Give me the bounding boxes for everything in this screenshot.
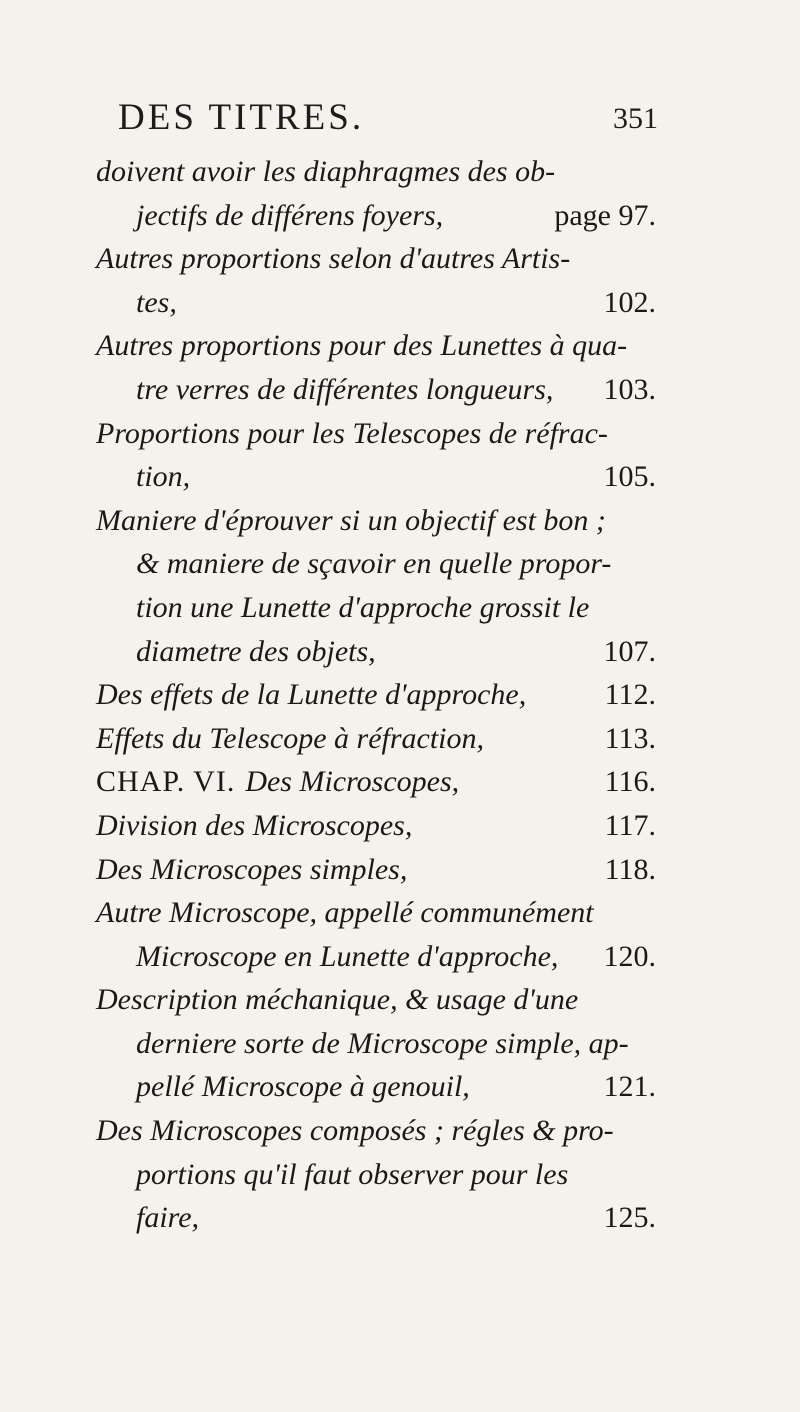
toc-line: [96, 150, 656, 194]
entry-text: derniere sorte de Microscope simple, ap-: [136, 1026, 629, 1060]
entry-text: Maniere d'éprouver si un objectif est bon ;: [96, 503, 606, 537]
entry-page: 102.: [603, 285, 656, 319]
entry-text: tes,: [136, 285, 177, 319]
entry-page: 121.: [603, 1070, 656, 1104]
page-number: 351: [613, 102, 658, 135]
entry-page: 105.: [603, 460, 656, 494]
toc-line: [96, 804, 656, 848]
toc-line: [96, 586, 656, 630]
entry-text: Description méchanique, & usage d'une: [96, 983, 579, 1017]
entry-page: 112.: [604, 678, 656, 712]
chapter-label: CHAP. VI.: [96, 765, 236, 799]
entry-page: page 97.: [554, 198, 656, 232]
toc-line: [96, 368, 656, 412]
toc-line: [96, 978, 656, 1022]
entry-text: Autres proportions selon d'autres Artis-: [96, 242, 571, 276]
entry-page: 120.: [603, 939, 656, 973]
entry-text: Des Microscopes simples,: [96, 852, 408, 886]
toc-line: [96, 542, 656, 586]
toc-line: [96, 630, 656, 674]
toc-line: [96, 1022, 656, 1066]
toc-line: [96, 1153, 656, 1197]
entry-text: Des Microscopes,: [245, 765, 460, 799]
entry-page: 117.: [604, 808, 656, 842]
entry-text: faire,: [136, 1201, 200, 1235]
toc-line: [96, 848, 656, 892]
entry-text: & maniere de sçavoir en quelle propor-: [136, 547, 612, 581]
entry-page: 103.: [603, 372, 656, 406]
page-header: [118, 96, 658, 146]
entry-text: Des Microscopes composés ; régles & pro-: [96, 1114, 614, 1148]
table-of-contents: [96, 150, 656, 1240]
toc-line: [96, 237, 656, 281]
entry-page: 116.: [604, 765, 656, 799]
entry-text: portions qu'il faut observer pour les: [136, 1157, 569, 1191]
entry-text: tion,: [136, 460, 191, 494]
entry-text: Microscope en Lunette d'approche,: [136, 939, 559, 973]
toc-line-chapter: [96, 760, 656, 804]
toc-line: [96, 412, 656, 456]
chapter-entry: [96, 760, 459, 804]
entry-text: pellé Microscope à genouil,: [136, 1070, 470, 1104]
entry-text: Effets du Telescope à réfraction,: [96, 721, 485, 755]
toc-line: [96, 324, 656, 368]
entry-page: 113.: [604, 721, 656, 755]
entry-page: 107.: [603, 634, 656, 668]
running-title: DES TITRES.: [118, 97, 365, 138]
entry-page: 125.: [603, 1201, 656, 1235]
entry-text: tre verres de différentes longueurs,: [136, 372, 554, 406]
toc-line: [96, 194, 656, 238]
entry-text: Proportions pour les Telescopes de réfrac-: [96, 416, 608, 450]
toc-line: [96, 499, 656, 543]
toc-line: [96, 455, 656, 499]
entry-text: Division des Microscopes,: [96, 808, 413, 842]
entry-text: jectifs de différens foyers,: [136, 198, 444, 232]
entry-text: doivent avoir les diaphragmes des ob-: [96, 155, 556, 188]
entry-text: tion une Lunette d'approche grossit le: [136, 590, 590, 624]
toc-line: [96, 673, 656, 717]
entry-text: diametre des objets,: [136, 634, 376, 668]
toc-line: [96, 935, 656, 979]
toc-line: [96, 1196, 656, 1240]
entry-text: Autre Microscope, appellé communément: [96, 896, 594, 930]
entry-page: 118.: [604, 852, 656, 886]
toc-line: [96, 1109, 656, 1153]
toc-line: [96, 717, 656, 761]
toc-line: [96, 1065, 656, 1109]
entry-text: Des effets de la Lunette d'approche,: [96, 678, 527, 712]
toc-line: [96, 281, 656, 325]
entry-text: Autres proportions pour des Lunettes à qua-: [96, 329, 628, 363]
toc-line: [96, 891, 656, 935]
